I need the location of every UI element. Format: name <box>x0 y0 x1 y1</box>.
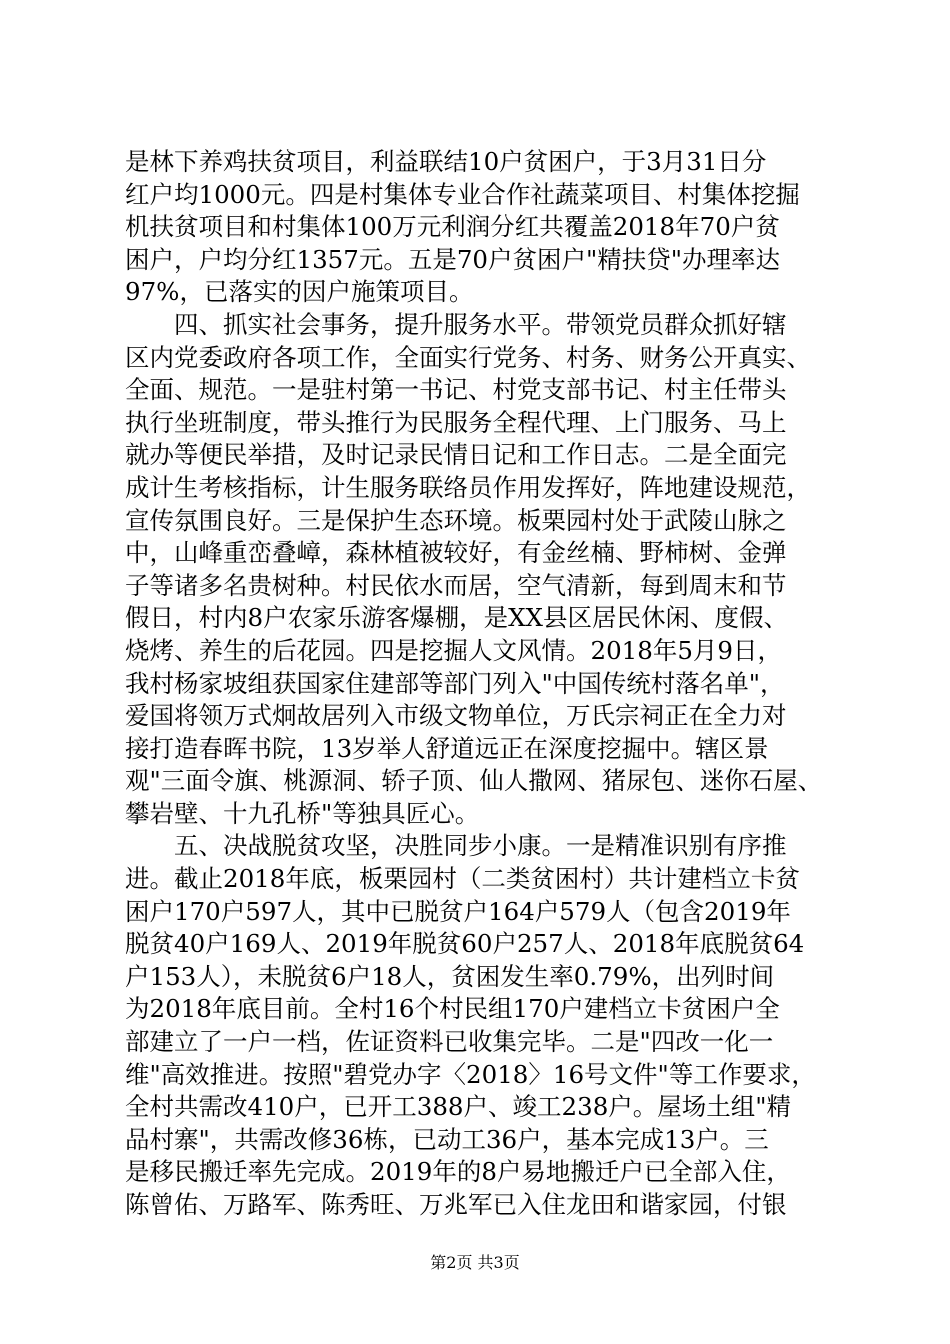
text-line: 困户170户597人，其中已脱贫户164户579人（包含2019年 <box>125 896 791 926</box>
text-line: 红户均1000元。四是村集体专业合作社蔬菜项目、村集体挖掘 <box>125 179 800 209</box>
text-line: 机扶贫项目和村集体100万元利润分红共覆盖2018年70户贫 <box>125 212 780 242</box>
text-line: 我村杨家坡组获国家住建部等部门列入"中国传统村落名单"， <box>125 668 785 698</box>
text-line: 假日，村内8户农家乐游客爆棚，是XX县区居民休闲、度假、 <box>125 603 788 633</box>
text-line: 是林下养鸡扶贫项目，利益联结10户贫困户，于3月31日分 <box>125 147 767 176</box>
text-line: 脱贫40户169人、2019年脱贫60户257人、2018年底脱贫64 <box>125 929 805 959</box>
text-line: 子等诸多名贵树种。村民依水而居，空气清新，每到周末和节 <box>125 570 787 600</box>
text-line: 全面、规范。一是驻村第一书记、村党支部书记、村主任带头 <box>125 375 787 405</box>
text-line: 是移民搬迁率先完成。2019年的8户易地搬迁户已全部入住， <box>125 1157 791 1187</box>
text-line: 执行坐班制度，带头推行为民服务全程代理、上门服务、马上 <box>125 407 787 437</box>
text-line: 宣传氛围良好。三是保护生态环境。板栗园村处于武陵山脉之 <box>125 505 787 535</box>
text-line: 户153人），未脱贫6户18人，贫困发生率0.79%，出列时间 <box>125 961 775 991</box>
text-line: 成计生考核指标，计生服务联络员作用发挥好，阵地建设规范， <box>125 472 811 502</box>
text-line: 接打造春晖书院，13岁举人舒道远正在深度挖掘中。辖区景 <box>125 733 769 763</box>
text-line: 困户，户均分红1357元。五是70户贫困户"精扶贷"办理率达 <box>125 244 781 274</box>
text-line: 五、决战脱贫攻坚，决胜同步小康。一是精准识别有序推 <box>125 831 787 861</box>
text-line: 爱国将领万式炯故居列入市级文物单位，万氏宗祠正在全力对 <box>125 701 787 731</box>
text-line: 就办等便民举措，及时记录民情日记和工作日志。二是全面完 <box>125 440 787 470</box>
text-line: 中，山峰重峦叠嶂，森林植被较好，有金丝楠、野柿树、金弹 <box>125 538 787 568</box>
text-line: 维"高效推进。按照"碧党办字〈2018〉16号文件"等工作要求， <box>125 1059 816 1089</box>
body-text <box>125 146 825 1222</box>
page-footer: 第2页 共3页 <box>430 1253 520 1272</box>
text-line: 部建立了一户一档，佐证资料已收集完毕。二是"四改一化一 <box>125 1027 774 1057</box>
text-line: 陈曾佑、万路军、陈秀旺、万兆军已入住龙田和谐家园，付银 <box>125 1190 787 1219</box>
text-line: 进。截止2018年底，板栗园村（二类贫困村）共计建档立卡贫 <box>125 864 800 894</box>
text-line: 品村寨"，共需改修36栋，已动工36户，基本完成13户。三 <box>125 1124 769 1154</box>
text-line: 观"三面令旗、桃源洞、轿子顶、仙人撒网、猪尿包、迷你石屋、 <box>125 766 823 796</box>
text-line: 烧烤、养生的后花园。四是挖掘人文风情。2018年5月9日， <box>125 635 783 665</box>
text-line: 为2018年底目前。全村16个村民组170户建档立卡贫困户全 <box>125 994 780 1024</box>
text-line: 攀岩壁、十九孔桥"等独具匠心。 <box>125 798 480 828</box>
text-line: 四、抓实社会事务，提升服务水平。带领党员群众抓好辖 <box>125 309 787 339</box>
text-line: 区内党委政府各项工作，全面实行党务、村务、财务公开真实、 <box>125 342 811 372</box>
text-line: 全村共需改410户，已开工388户、竣工238户。屋场土组"精 <box>125 1092 792 1122</box>
text-line: 97%，已落实的因户施策项目。 <box>125 277 474 307</box>
